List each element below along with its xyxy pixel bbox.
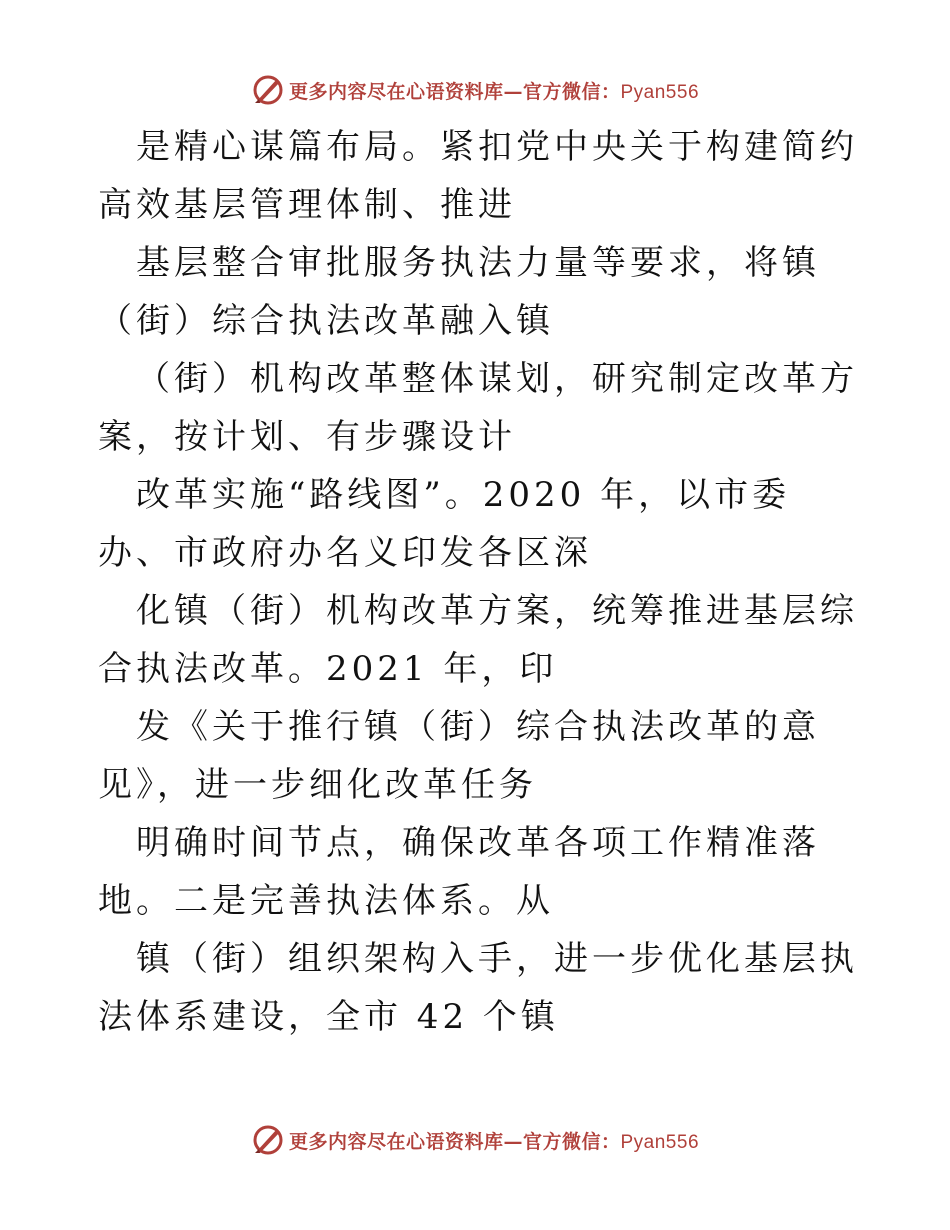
paragraph-3: （街）机构改革整体谋划，研究制定改革方案，按计划、有步骤设计 xyxy=(98,359,858,457)
footer-watermark-brand: 更多内容尽在心语资料库—官方微信： xyxy=(288,1130,621,1153)
footer-watermark xyxy=(0,1120,950,1160)
header-watermark xyxy=(0,70,950,110)
paragraph-6: 发《关于推行镇（街）综合执法改革的意见》，进一步细化改革任务 xyxy=(98,707,820,805)
footer-watermark-wechat-id: Pyan556 xyxy=(620,1131,700,1153)
paragraph-7: 明确时间节点，确保改革各项工作精准落地。二是完善执法体系。从 xyxy=(98,823,820,921)
quill-logo-icon xyxy=(251,1123,285,1157)
paragraph-5: 化镇（街）机构改革方案，统筹推进基层综合执法改革。2021 年，印 xyxy=(98,591,858,689)
document-body xyxy=(98,118,858,1046)
header-watermark-text xyxy=(289,77,699,104)
paragraph-8: 镇（街）组织架构入手，进一步优化基层执法体系建设，全市 42 个镇 xyxy=(98,939,858,1037)
paragraph-2: 基层整合审批服务执法力量等要求，将镇（街）综合执法改革融入镇 xyxy=(98,243,820,341)
header-watermark-wechat-id: Pyan556 xyxy=(620,81,700,103)
quill-logo-icon xyxy=(251,73,285,107)
paragraph-1: 是精心谋篇布局。紧扣党中央关于构建简约高效基层管理体制、推进 xyxy=(98,127,858,225)
header-watermark-brand: 更多内容尽在心语资料库—官方微信： xyxy=(288,80,621,103)
paragraph-4: 改革实施“路线图”。2020 年，以市委办、市政府办名义印发各区深 xyxy=(98,475,791,573)
footer-watermark-text xyxy=(289,1127,699,1154)
